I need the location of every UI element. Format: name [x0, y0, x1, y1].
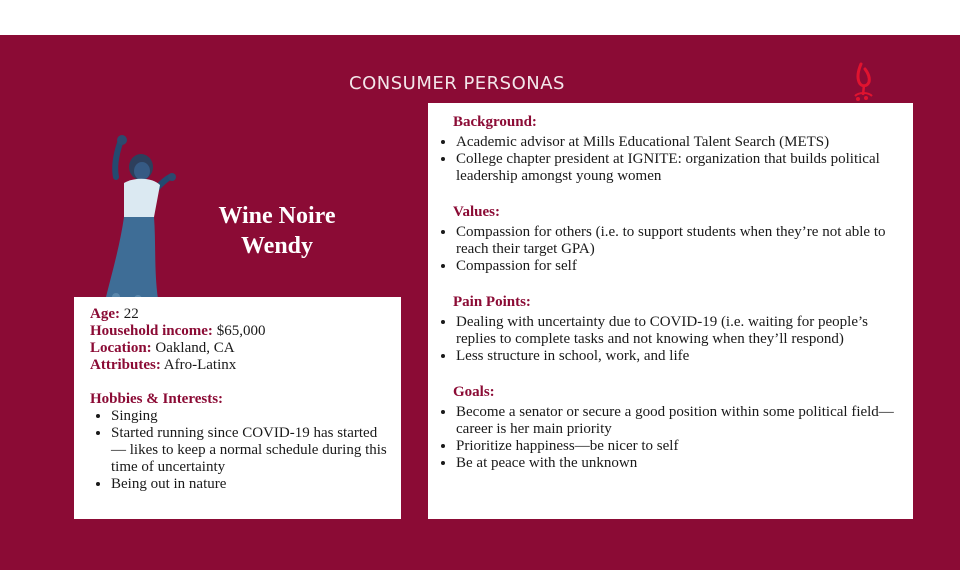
income-row — [90, 323, 391, 340]
attributes-row — [90, 357, 391, 374]
list-item: • Compassion for self — [456, 258, 903, 275]
pain-points-section — [442, 294, 903, 365]
pain-points-heading: Pain Points: — [453, 294, 531, 310]
list-item: • Become a senator or secure a good position within some political field— career is her main priority — [456, 404, 903, 438]
list-item: • College chapter president at IGNITE: organization that builds political leadership amongst young women — [456, 151, 903, 185]
list-item: • Started running since COVID-19 has started— likes to keep a normal schedule during this time of uncertainty — [111, 425, 391, 476]
list-item: • Academic advisor at Mills Educational Talent Search (METS) — [456, 134, 903, 151]
persona-name-line1: Wine Noire — [218, 203, 336, 229]
age-value: 22 — [123, 306, 139, 322]
background-section — [442, 114, 903, 185]
goals-heading: Goals: — [453, 384, 495, 400]
profile-card — [74, 297, 401, 519]
list-item: • Singing — [111, 408, 391, 425]
values-heading: Values: — [453, 204, 500, 220]
hobbies-list — [90, 408, 391, 493]
values-section — [442, 204, 903, 275]
list-item: • Dealing with uncertainty due to COVID-19 (i.e. waiting for people’s replies to complete tasks and not knowing when they’ll respond) — [456, 314, 903, 348]
age-label: Age: — [90, 306, 120, 322]
list-item: • Compassion for others (i.e. to support students when they’re not able to reach their target GPA) — [456, 224, 903, 258]
goals-section — [442, 384, 903, 472]
list-item: • Less structure in school, work, and life — [456, 348, 903, 365]
pain-points-list — [442, 314, 903, 365]
background-heading: Background: — [453, 114, 537, 130]
persona-name-line2: Wendy — [240, 233, 314, 259]
persona-name — [192, 201, 362, 261]
location-row — [90, 340, 391, 357]
attributes-value: Afro-Latinx — [163, 357, 237, 373]
slide-title: CONSUMER PERSONAS — [349, 73, 565, 94]
goals-list — [442, 404, 903, 472]
hobbies-heading: Hobbies & Interests: — [90, 391, 224, 407]
attributes-label: Attributes: — [90, 357, 161, 373]
income-value: $65,000 — [216, 323, 266, 339]
location-label: Location: — [90, 340, 152, 356]
list-item: • Prioritize happiness—be nicer to self — [456, 438, 903, 455]
income-label: Household income: — [90, 323, 213, 339]
list-item: • Be at peace with the unknown — [456, 455, 903, 472]
details-card — [428, 103, 913, 519]
list-item: • Being out in nature — [111, 476, 391, 493]
background-list — [442, 134, 903, 185]
age-row — [90, 306, 391, 323]
location-value: Oakland, CA — [155, 340, 235, 356]
values-list — [442, 224, 903, 275]
